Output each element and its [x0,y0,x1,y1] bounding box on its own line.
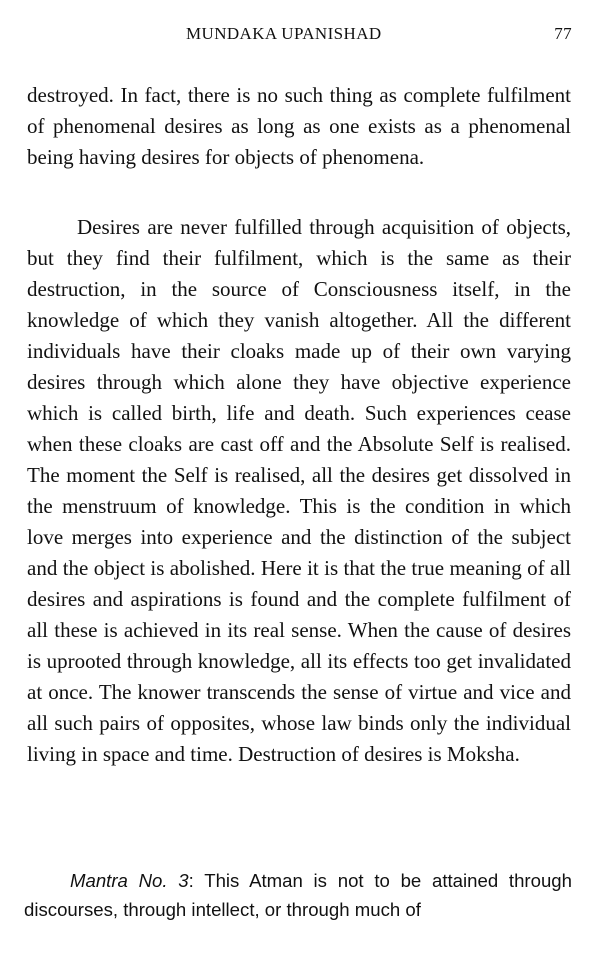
page-number: 77 [554,24,572,43]
mantra-label: Mantra No. 3 [70,870,189,891]
running-title: MUNDAKA UPANISHAD [186,24,382,43]
page-header [0,24,600,48]
paragraph-2: Desires are never fulfilled through acquisition of objects, but they find their fulfilment, which is the same as their destruction, in the source of Consciousness itself, in the knowledge of which they vanish altogether. All the different individuals have their cloaks made up of their own varying desires through which alone they have objective experience which is called birth, life and death. Such experiences cease when these cloaks are cast off and the Absolute Self is realised. The moment the Self is realised, all the desires get dissolved in the menstruum of knowledge. This is the condition in which love merges into experience and the distinction of the subject and the object is abolished. Here it is that the true meaning of all desires and aspirations is found and the complete fulfilment of all these is achieved in its real sense. When the cause of desires is uprooted through knowledge, all its effects too get invalidated at once. The knower transcends the sense of virtue and vice and all such pairs of opposites, whose law binds only the individual living in space and time. Destruction of desires is Moksha. [27,215,571,766]
mantra-text: : This Atman is not to be attained through discourses, through intellect, or through much of [24,870,572,920]
paragraph-1: destroyed. In fact, there is no such thing as complete fulfilment of phenomenal desires as long as one exists as a phenomenal being having desires for objects of phenomena. [27,83,571,169]
mantra-paragraph [24,866,572,924]
